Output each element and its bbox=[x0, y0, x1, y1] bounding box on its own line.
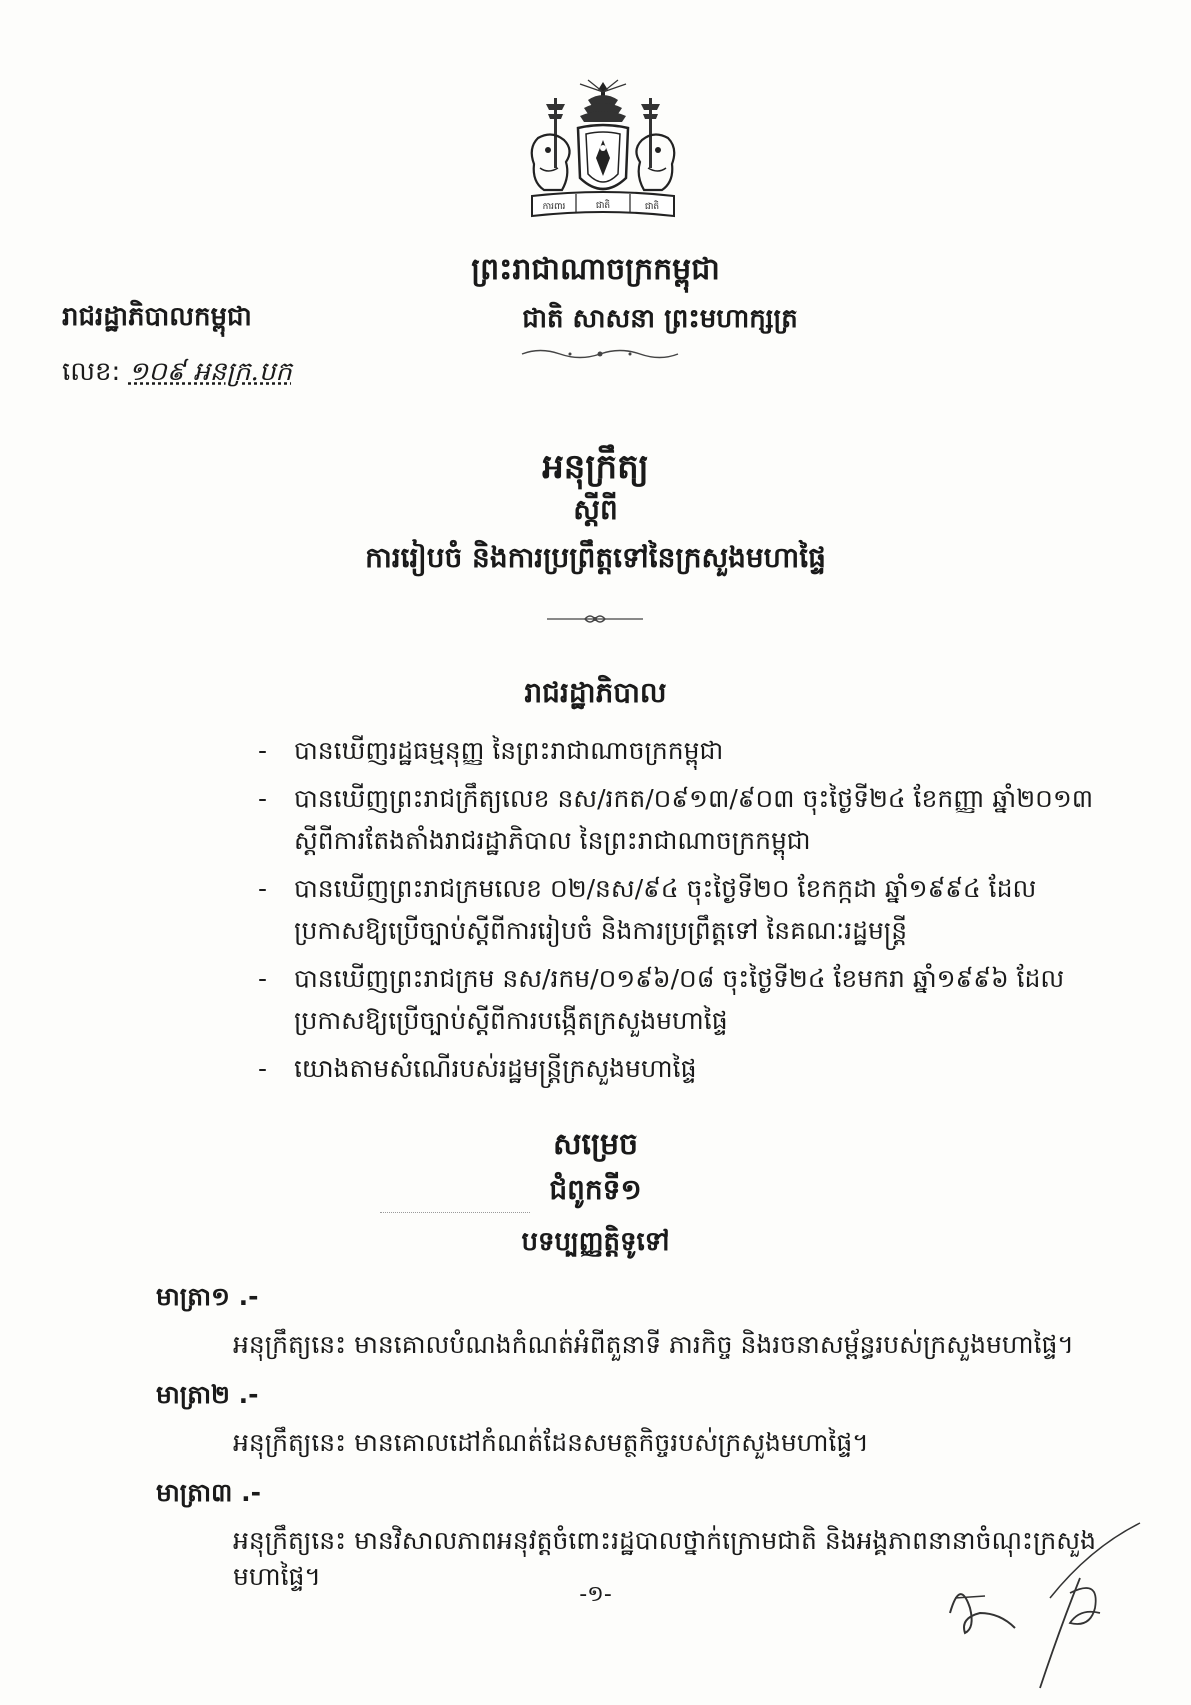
national-motto: ជាតិ សាសនា ព្រះមហាក្សត្រ bbox=[522, 304, 798, 334]
chapter-divider bbox=[380, 1212, 530, 1214]
motto-ornament bbox=[520, 347, 680, 361]
emblem-scroll-text-1: ការពារ bbox=[542, 202, 566, 212]
handwritten-signature bbox=[930, 1518, 1150, 1693]
preamble-text: បានឃើញព្រះរាជក្រឹត្យលេខ នស/រកត/០៩១៣/៩០៣ ចុះថ្ងៃទី២៤ ខែកញ្ញា ឆ្នាំ២០១៣ ស្តីពីការតែងតាំងរាជរដ្ឋាភិបាល នៃព្រះរាជាណាចក្រកម្ពុជា bbox=[294, 784, 1094, 855]
preamble-item: - បានឃើញរដ្ឋធម្មនុញ្ញ នៃព្រះរាជាណាចក្រកម្ពុជា bbox=[258, 736, 724, 765]
preamble-text: បានឃើញព្រះរាជក្រម នស/រកម/០១៩៦/០៨ ចុះថ្ងៃទី២៤ ខែមករា ឆ្នាំ១៩៩៦ ដែលប្រកាសឱ្យប្រើច្បាប់ស្តីពីការបង្កើតក្រសួងមហាផ្ទៃ bbox=[294, 964, 1065, 1035]
document-number bbox=[62, 355, 292, 393]
document-subject: ការរៀបចំ និងការប្រព្រឹត្តទៅនៃក្រសួងមហាផ្ទៃ bbox=[365, 541, 826, 574]
article-1-text: អនុក្រឹត្យនេះ មានគោលបំណងកំណត់អំពីតួនាទី ភារកិច្ច និងរចនាសម្ព័ន្ធរបស់ក្រសួងមហាផ្ទៃ។ bbox=[233, 1330, 1074, 1359]
emblem-scroll-text-2: ជាតិ bbox=[595, 201, 611, 211]
article-3-text: អនុក្រឹត្យនេះ មានវិសាលភាពអនុវត្តចំពោះរដ្ឋបាលថ្នាក់ក្រោមជាតិ និងអង្គភាពនានាចំណុះក្រសួងមហាផ្ទៃ។ bbox=[233, 1526, 1096, 1591]
chapter-heading: ជំពូកទី១ bbox=[549, 1173, 642, 1206]
document-number-label: លេខ: bbox=[62, 357, 121, 387]
chapter-title: បទប្បញ្ញត្តិទូទៅ bbox=[521, 1227, 670, 1257]
article-2-heading: មាត្រា២ .- bbox=[156, 1380, 259, 1409]
article-1-heading: មាត្រា១ .- bbox=[156, 1282, 259, 1311]
preamble-item: - បានឃើញព្រះរាជក្រមលេខ ០២/នស/៩៤ ចុះថ្ងៃទី២០ ខែកក្កដា ឆ្នាំ១៩៩៤ ដែលប្រកាសឱ្យប្រើច្បាប់ស្តីពីការរៀបចំ និងការប្រព្រឹត្តទៅ នៃគណៈរដ្ឋមន្ត្រី bbox=[258, 874, 1037, 945]
preamble-list bbox=[258, 730, 1118, 1096]
article-3-heading: មាត្រា៣ .- bbox=[156, 1478, 261, 1507]
issuing-government: រាជរដ្ឋាភិបាលកម្ពុជា bbox=[62, 302, 252, 332]
kingdom-name: ព្រះរាជាណាចក្រកម្ពុជា bbox=[471, 252, 720, 287]
government-heading: រាជរដ្ឋាភិបាល bbox=[524, 676, 667, 709]
preamble-text: យោងតាមសំណើរបស់រដ្ឋមន្ត្រីក្រសួងមហាផ្ទៃ bbox=[294, 1054, 697, 1083]
royal-emblem bbox=[518, 78, 688, 228]
preamble-item: - យោងតាមសំណើរបស់រដ្ឋមន្ត្រីក្រសួងមហាផ្ទៃ bbox=[258, 1054, 697, 1083]
article-2-text: អនុក្រឹត្យនេះ មានគោលដៅកំណត់ដែនសមត្ថកិច្ចរបស់ក្រសួងមហាផ្ទៃ។ bbox=[233, 1428, 869, 1457]
document-title: អនុក្រឹត្យ bbox=[542, 447, 649, 487]
decision-heading: សម្រេច bbox=[552, 1127, 639, 1162]
preamble-item: - បានឃើញព្រះរាជក្រឹត្យលេខ នស/រកត/០៩១៣/៩០៣ ចុះថ្ងៃទី២៤ ខែកញ្ញា ឆ្នាំ២០១៣ ស្តីពីការតែងតាំងរាជរដ្ឋាភិបាល នៃព្រះរាជាណាចក្រកម្ពុជា bbox=[258, 784, 1094, 855]
document-number-value: ១០៩ អនក្រ.បក bbox=[128, 357, 292, 387]
preamble-text: បានឃើញរដ្ឋធម្មនុញ្ញ នៃព្រះរាជាណាចក្រកម្ពុជា bbox=[294, 736, 724, 765]
title-ornament bbox=[545, 612, 645, 626]
emblem-scroll-text-3: ជាតិ bbox=[644, 202, 660, 212]
document-title-about: ស្តីពី bbox=[573, 493, 618, 526]
preamble-text: បានឃើញព្រះរាជក្រមលេខ ០២/នស/៩៤ ចុះថ្ងៃទី២០ ខែកក្កដា ឆ្នាំ១៩៩៤ ដែលប្រកាសឱ្យប្រើច្បាប់ស្តីពីការរៀបចំ និងការប្រព្រឹត្តទៅ នៃគណៈរដ្ឋមន្ត្រី bbox=[294, 874, 1037, 945]
preamble-item: - បានឃើញព្រះរាជក្រម នស/រកម/០១៩៦/០៨ ចុះថ្ងៃទី២៤ ខែមករា ឆ្នាំ១៩៩៦ ដែលប្រកាសឱ្យប្រើច្បាប់ស្តីពីការបង្កើតក្រសួងមហាផ្ទៃ bbox=[258, 964, 1065, 1035]
page-number: -១- bbox=[579, 1582, 612, 1607]
